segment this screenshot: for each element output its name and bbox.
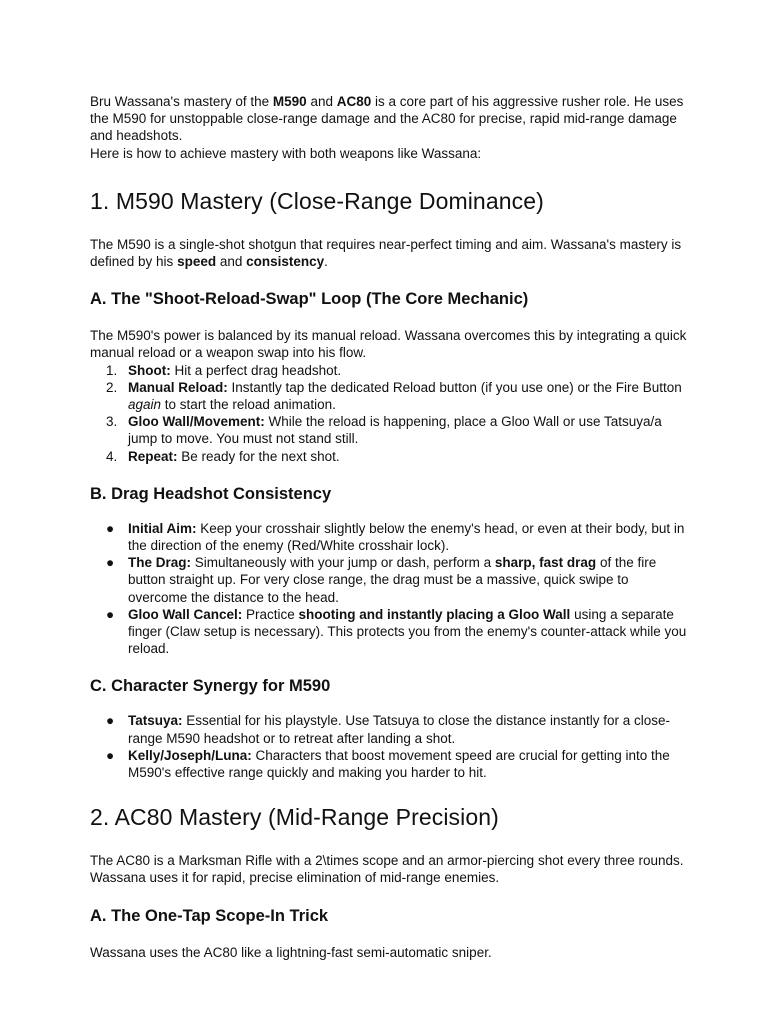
list-item bbox=[90, 379, 690, 413]
section-1-heading: 1. M590 Mastery (Close-Range Dominance) bbox=[90, 187, 544, 214]
list-item-italic: again bbox=[128, 397, 162, 413]
intro-bold-ac80: AC80 bbox=[336, 94, 372, 109]
intro-text: and bbox=[306, 94, 337, 109]
steps-list bbox=[90, 362, 690, 465]
bullet-icon: ● bbox=[106, 713, 115, 729]
list-item-label: Initial Aim: bbox=[128, 520, 197, 536]
bullet-list bbox=[90, 712, 690, 781]
list-item bbox=[90, 448, 690, 465]
subsection-1a-paragraph: The M590's power is balanced by its manual reload. Wassana overcomes this by integrating a quick manual reload or a weapon swap into his flow. bbox=[90, 328, 687, 361]
list-number: 4. bbox=[106, 448, 118, 464]
list-item-label: Repeat: bbox=[128, 448, 178, 464]
subsection-2a-paragraph: Wassana uses the AC80 like a lightning-fast semi-automatic sniper. bbox=[90, 944, 492, 960]
list-item-label: Gloo Wall Cancel: bbox=[128, 606, 243, 622]
list-item bbox=[90, 554, 690, 606]
list-item-text: Instantly tap the dedicated Reload button (if you use one) or the Fire Button bbox=[227, 379, 682, 395]
list-item-label: Kelly/Joseph/Luna: bbox=[128, 747, 252, 763]
list-item-text: Essential for his playstyle. Use Tatsuya to close the distance instantly for a close-range M590 headshot or to retreat after landing a shot. bbox=[128, 713, 670, 746]
intro-bold-m590: M590 bbox=[272, 94, 307, 109]
section-1-text: The M590 is a single-shot shotgun that requires near-perfect timing and aim. Wassana's mastery is defined by his bbox=[90, 236, 682, 270]
list-item-text: Characters that boost movement speed are crucial for getting into the M590's effective range quickly and making you harder to hit. bbox=[128, 747, 670, 781]
section-1-text: . bbox=[324, 254, 328, 270]
bullet-icon: ● bbox=[106, 606, 115, 622]
list-item-text: using a separate finger (Claw setup is necessary). This protects you from the enemy's counter-attack while you reload. bbox=[128, 606, 687, 657]
list-item bbox=[90, 606, 690, 658]
list-item-text: Simultaneously with your jump or dash, perform a bbox=[191, 555, 495, 571]
section-1-text: and bbox=[216, 254, 247, 270]
section-1-paragraph bbox=[90, 236, 690, 270]
section-1-bold-consistency: consistency bbox=[246, 254, 325, 270]
section-2-heading: 2. AC80 Mastery (Mid-Range Precision) bbox=[90, 804, 499, 831]
list-item-bold: sharp, fast drag bbox=[494, 555, 597, 571]
subsection-1a-heading: A. The "Shoot-Reload-Swap" Loop (The Core Mechanic) bbox=[90, 290, 529, 309]
list-item-text: Practice bbox=[242, 606, 299, 622]
list-item-text: Hit a perfect drag headshot. bbox=[170, 362, 342, 378]
intro-text: Bru Wassana's mastery of the bbox=[90, 94, 273, 109]
list-item-text: Keep your crosshair slightly below the enemy's head, or even at their body, but in the direction of the enemy (Red/White crosshair lock). bbox=[128, 520, 685, 554]
bullet-icon: ● bbox=[106, 747, 115, 763]
list-number: 1. bbox=[106, 362, 118, 378]
list-item bbox=[90, 520, 690, 554]
list-item-text: While the reload is happening, place a Gloo Wall or use Tatsuya/a jump to move. You must not stand still. bbox=[128, 414, 662, 447]
list-item-label: Tatsuya: bbox=[128, 713, 183, 729]
list-number: 2. bbox=[106, 379, 118, 395]
bullet-icon: ● bbox=[106, 555, 115, 571]
bullet-list bbox=[90, 520, 690, 658]
list-item bbox=[90, 747, 690, 781]
list-item-bold: shooting and instantly placing a Gloo Wall bbox=[298, 606, 571, 622]
section-1-bold-speed: speed bbox=[177, 254, 217, 270]
list-item bbox=[90, 712, 690, 746]
subsection-1b-heading: B. Drag Headshot Consistency bbox=[90, 484, 332, 503]
list-item-label: Shoot: bbox=[128, 362, 171, 378]
list-item-text: to start the reload animation. bbox=[161, 397, 336, 413]
intro-paragraph bbox=[90, 93, 690, 145]
intro-text: is a core part of his aggressive rusher role. He uses the M590 for unstoppable close-range damage and the AC80 for precise, rapid mid-range damage and headshots. bbox=[90, 94, 684, 144]
list-item bbox=[90, 413, 690, 447]
list-item-label: The Drag: bbox=[128, 555, 192, 571]
list-item-text: of the fire button straight up. For very close range, the drag must be a massive, quick swipe to overcome the distance to the head. bbox=[128, 555, 657, 605]
document-page bbox=[90, 93, 690, 961]
subsection-1c-heading: C. Character Synergy for M590 bbox=[90, 677, 331, 696]
list-item bbox=[90, 362, 690, 379]
subsection-2a-heading: A. The One-Tap Scope-In Trick bbox=[90, 906, 329, 925]
list-item-label: Gloo Wall/Movement: bbox=[128, 414, 265, 430]
list-number: 3. bbox=[106, 414, 118, 430]
intro-paragraph-2: Here is how to achieve mastery with both weapons like Wassana: bbox=[90, 145, 482, 161]
list-item-label: Manual Reload: bbox=[128, 379, 228, 395]
list-item-text: Be ready for the next shot. bbox=[177, 448, 340, 464]
section-2-paragraph: The AC80 is a Marksman Rifle with a 2\times scope and an armor-piercing shot every three rounds. Wassana uses it for rapid, precise elimination of mid-range enemies. bbox=[90, 853, 684, 886]
bullet-icon: ● bbox=[106, 520, 115, 536]
